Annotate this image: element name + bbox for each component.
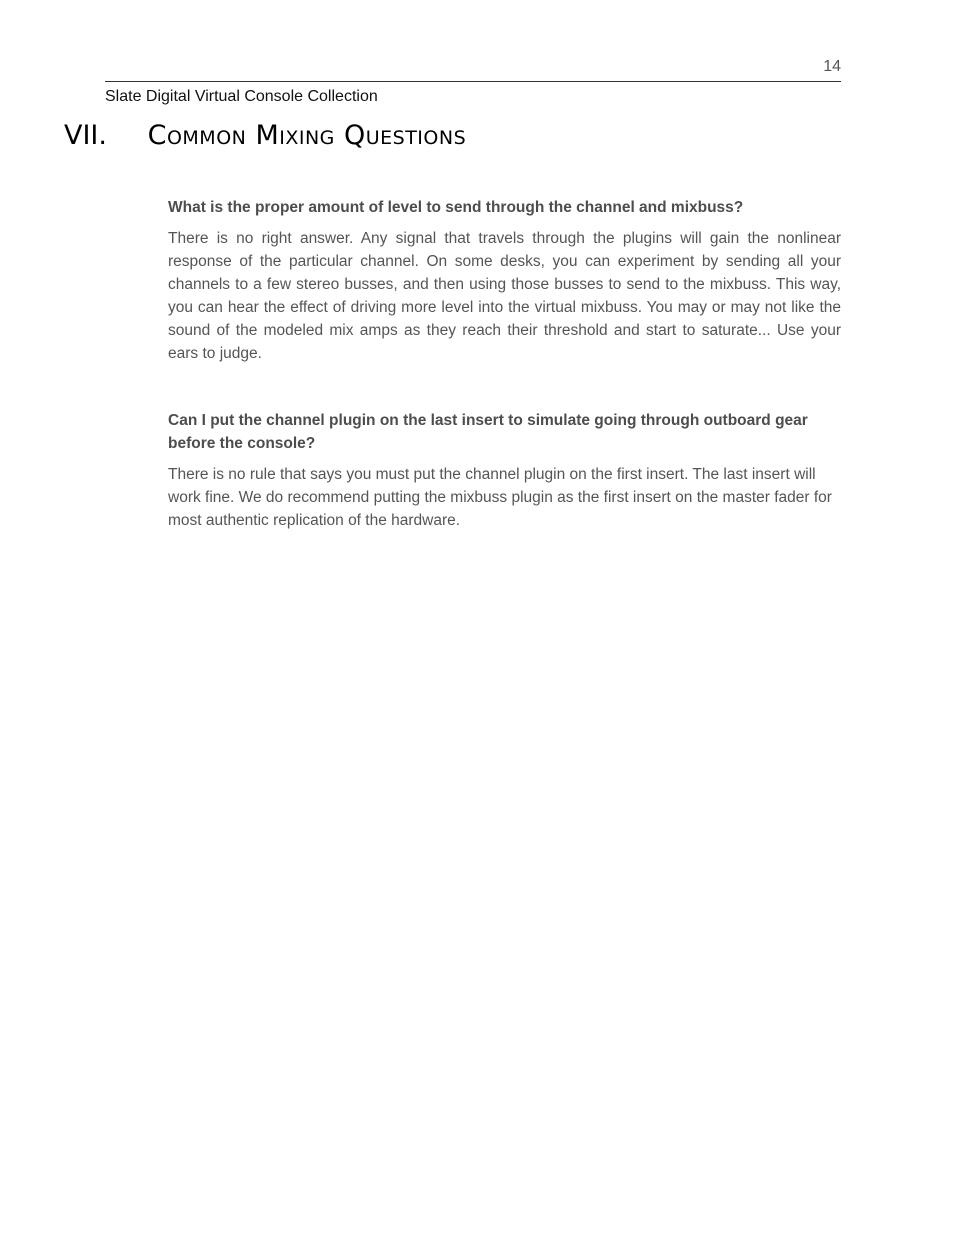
- faq-question: Can I put the channel plugin on the last insert to simulate going through outboard gear before the console?: [168, 412, 808, 452]
- page-number: 14: [823, 58, 841, 75]
- faq-content: [168, 196, 841, 576]
- header-rule: [105, 81, 841, 82]
- faq-question: What is the proper amount of level to send through the channel and mixbuss?: [168, 199, 744, 216]
- section-title: Common Mixing Questions: [147, 120, 467, 151]
- faq-answer: There is no rule that says you must put the channel plugin on the first insert. The last insert will work fine. We do recommend putting the mixbuss plugin as the first insert on the master fader for most authentic replication of the hardware.: [168, 466, 832, 529]
- faq-answer: There is no right answer. Any signal that travels through the plugins will gain the nonlinear response of the particular channel. On some desks, you can experiment by sending all your channels to a few stereo busses, and then using those busses to send to the mixbuss. This way, you can hear the effect of driving more level into the virtual mixbuss. You may or may not like the sound of the modeled mix amps as they reach their threshold and start to saturate... Use your ears to judge.: [168, 230, 841, 362]
- faq-item: [168, 196, 841, 365]
- running-header: Slate Digital Virtual Console Collection: [105, 88, 378, 105]
- section-heading: [64, 120, 466, 151]
- section-number: VII.: [64, 120, 107, 151]
- faq-item: [168, 409, 841, 532]
